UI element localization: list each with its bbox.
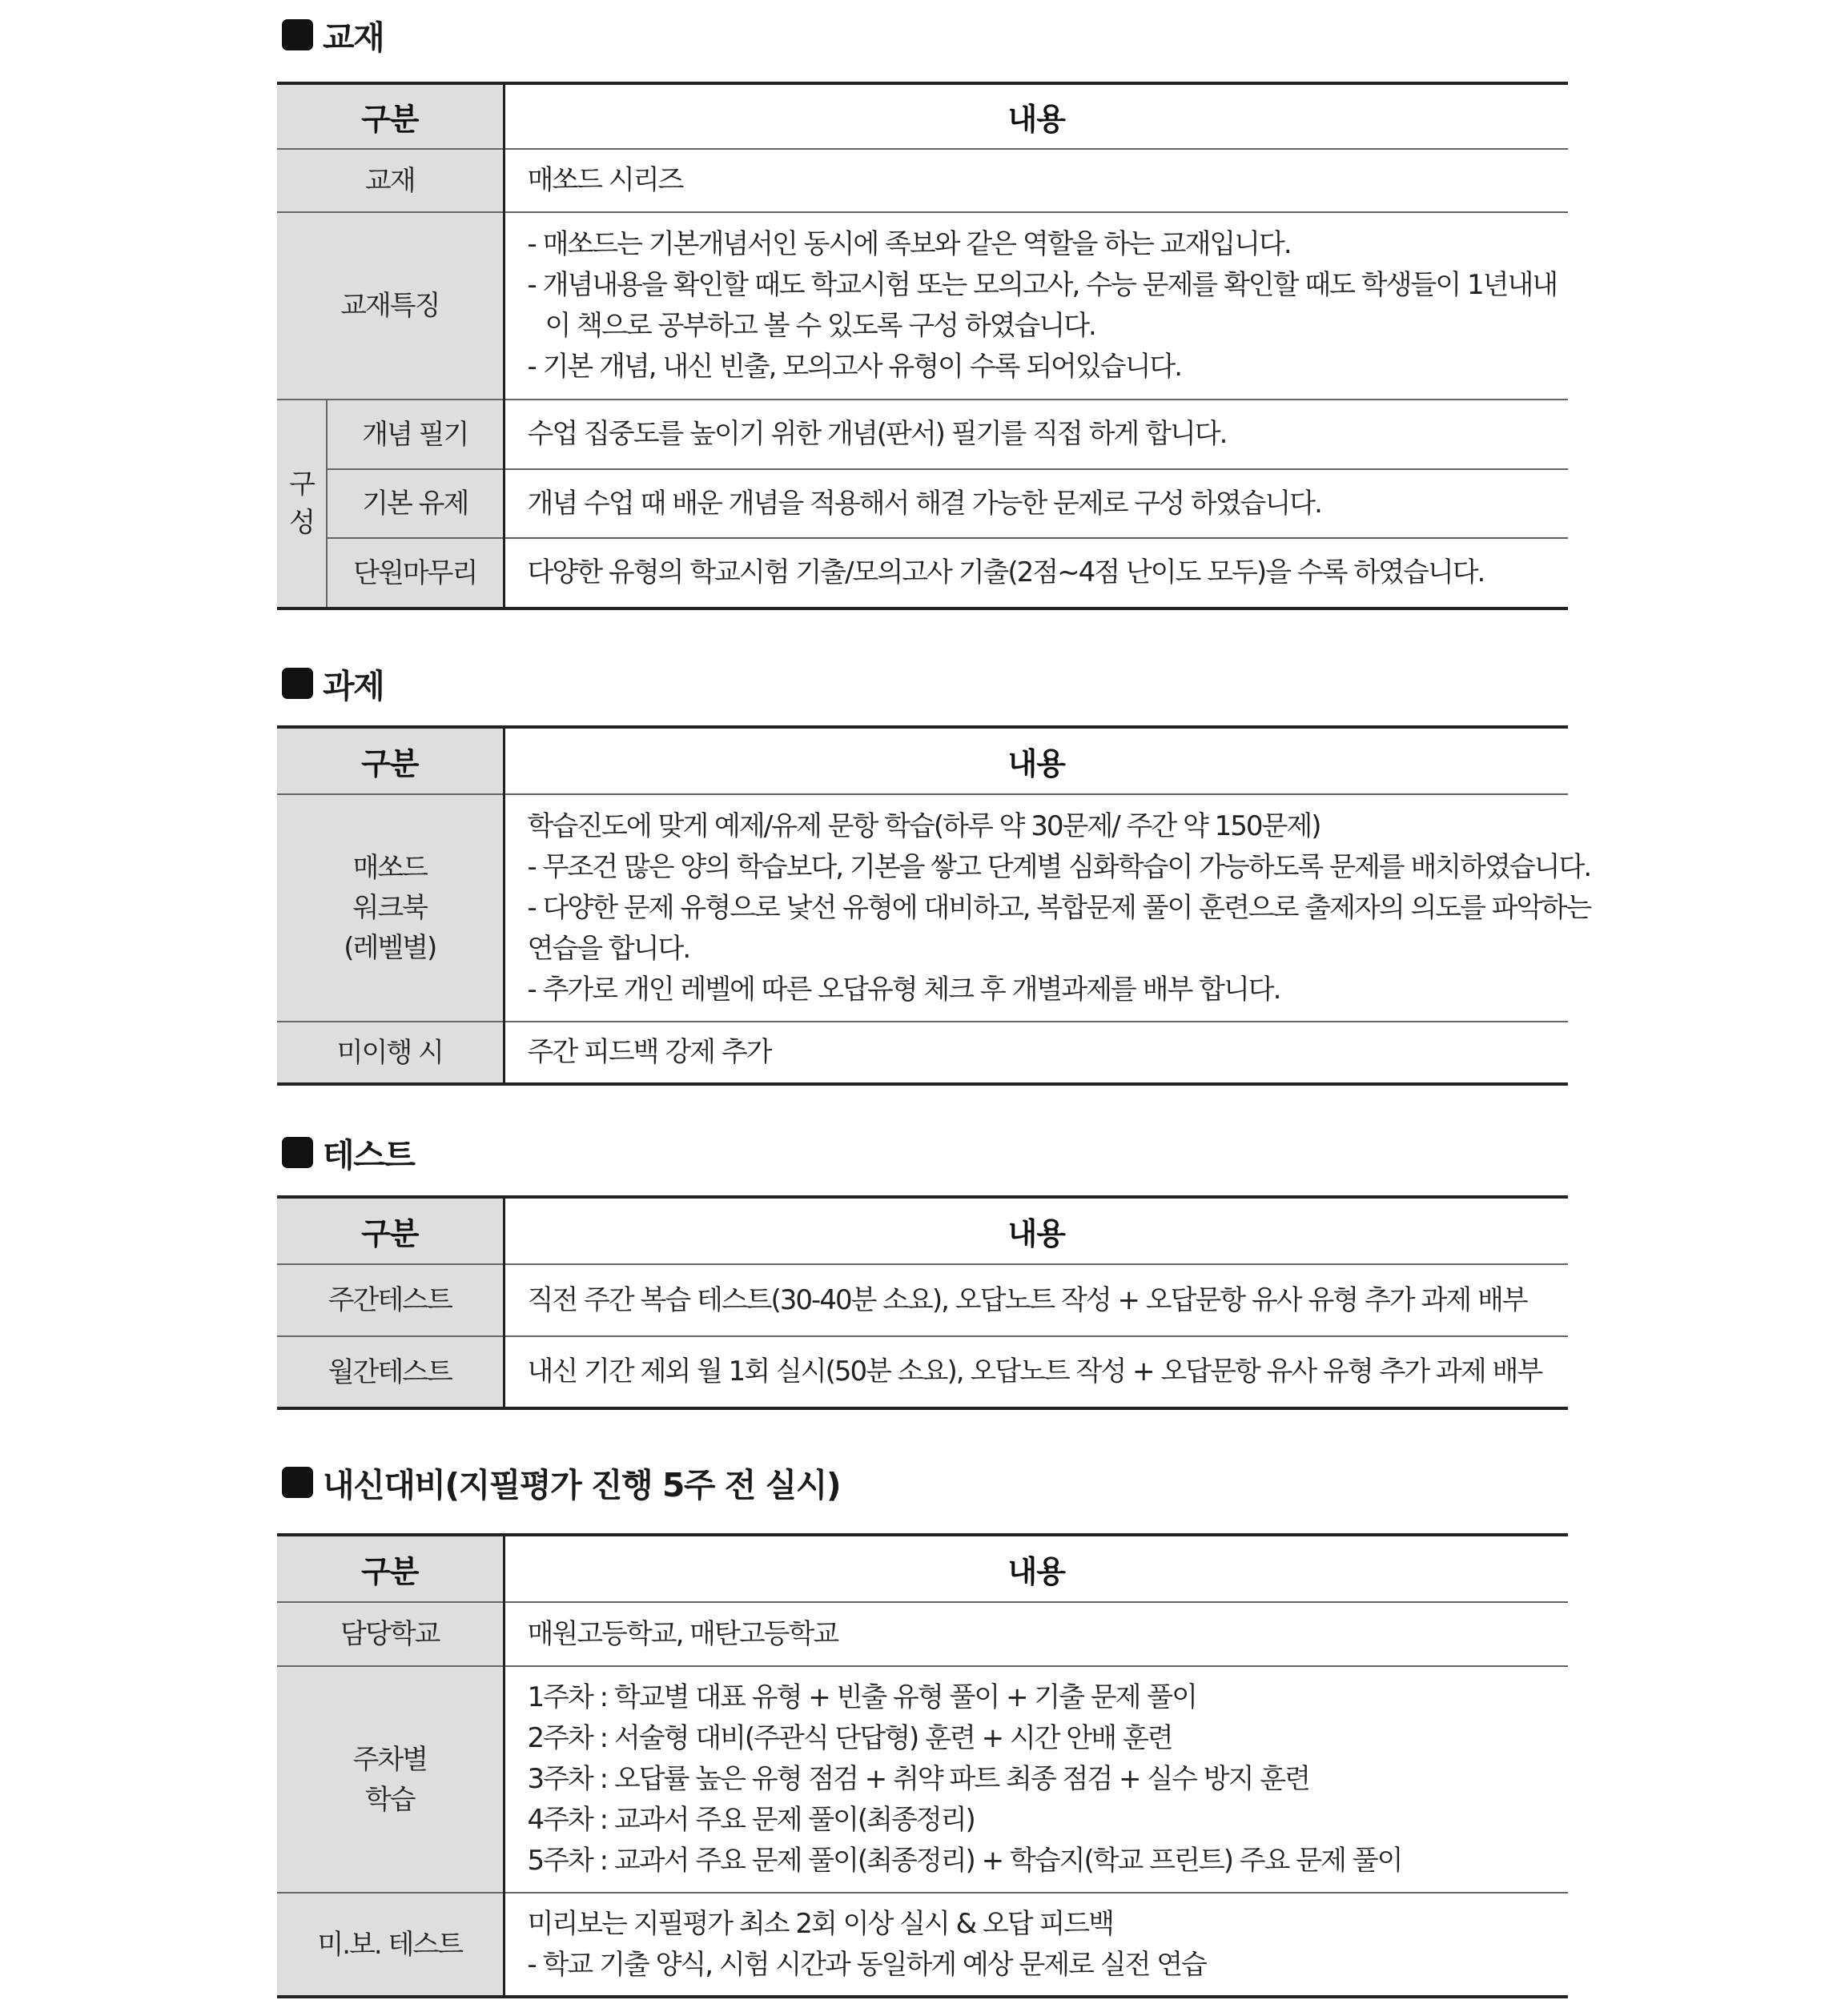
row-label: 담당학교 [277,1602,504,1666]
table-row [277,538,1568,608]
textbook-table [277,82,1568,610]
header-content: 내용 [504,83,1568,149]
row-content [504,212,1568,400]
content-line: 수업 집중도를 높이기 위한 개념(판서) 필기를 직접 하게 합니다. [527,418,1227,450]
row-content [504,1022,1568,1084]
row-label: 미.보. 테스트 [277,1893,504,1997]
row-label: 개념 필기 [327,400,504,469]
square-bullet-icon [282,668,313,699]
row-content [504,1264,1568,1336]
row-content [504,1602,1568,1666]
header-category: 구분 [277,727,504,794]
table-row [277,794,1568,1022]
content-line: 내신 기간 제외 월 1회 실시(50분 소요), 오답노트 작성 + 오답문항 유사 유형 추가 과제 배부 [527,1355,1542,1388]
table-row [277,212,1568,400]
table-row [277,1893,1568,1997]
header-category: 구분 [277,1197,504,1264]
content-line: 미리보는 지필평가 최소 2회 이상 실시 & 오답 피드백 [527,1907,1113,1940]
content-line: 직전 주간 복습 테스트(30-40분 소요), 오답노트 작성 + 오답문항 유사 유형 추가 과제 배부 [527,1283,1527,1316]
square-bullet-icon [282,19,313,50]
row-label: 월간테스트 [277,1336,504,1408]
section-title-exam-prep [282,1459,840,1506]
table-row [277,1666,1568,1893]
content-line: 4주차 : 교과서 주요 문제 풀이(최종정리) [527,1804,975,1836]
table-row [277,400,1568,469]
exam-prep-table [277,1533,1568,1998]
content-line: 이 책으로 공부하고 볼 수 있도록 구성 하였습니다. [545,310,1095,342]
row-content [504,538,1568,608]
section-title-homework [282,660,384,707]
content-line: 학습진도에 맞게 예제/유제 문항 학습(하루 약 30문제/ 주간 약 150문제) [527,809,1320,842]
homework-table [277,725,1591,1086]
content-line: - 무조건 많은 양의 학습보다, 기본을 쌓고 단계별 심화학습이 가능하도록 문제를 배치하였습니다. [527,850,1591,883]
row-label: 단원마무리 [327,538,504,608]
row-content [504,400,1568,469]
content-line: 2주차 : 서술형 대비(주관식 단답형) 훈련 + 시간 안배 훈련 [527,1722,1172,1754]
row-content [504,1666,1568,1893]
content-line: 다양한 유형의 학교시험 기출/모의고사 기출(2점~4점 난이도 모두)을 수록 하였습니다. [527,556,1485,588]
content-line: 개념 수업 때 배운 개념을 적용해서 해결 가능한 문제로 구성 하였습니다. [527,487,1321,520]
row-label: 기본 유제 [327,469,504,538]
row-label: 교재특징 [277,212,504,400]
row-label: 매쏘드 워크북 (레벨별) [277,794,504,1022]
content-line: 1주차 : 학교별 대표 유형 + 빈출 유형 풀이 + 기출 문제 풀이 [527,1681,1196,1713]
row-label: 주차별 학습 [277,1666,504,1893]
row-content [504,149,1568,212]
section-title-text: 교재 [323,18,384,57]
table-row [277,1336,1568,1408]
table-header-row [277,1535,1568,1602]
content-line: - 학교 기출 양식, 시험 시간과 동일하게 예상 문제로 실전 연습 [527,1948,1206,1981]
row-label: 주간테스트 [277,1264,504,1336]
table-header-row [277,1197,1568,1264]
header-category: 구분 [277,83,504,149]
group-label-composition: 구 성 [277,400,327,608]
section-title-text: 테스트 [323,1136,415,1175]
table-row [277,149,1568,212]
content-line: - 개념내용을 확인할 때도 학교시험 또는 모의고사, 수능 문제를 확인할 때도 학생들이 1년내내 [527,269,1558,301]
row-label: 미이행 시 [277,1022,504,1084]
header-content: 내용 [504,1197,1568,1264]
row-content [504,1336,1568,1408]
test-table [277,1195,1568,1410]
table-header-row [277,727,1568,794]
square-bullet-icon [282,1467,313,1498]
content-line: 5주차 : 교과서 주요 문제 풀이(최종정리) + 학습지(학교 프린트) 주요 문제 풀이 [527,1845,1402,1877]
content-line: - 기본 개념, 내신 빈출, 모의고사 유형이 수록 되어있습니다. [527,351,1182,383]
content-line: - 매쏘드는 기본개념서인 동시에 족보와 같은 역할을 하는 교재입니다. [527,228,1291,260]
table-row [277,1602,1568,1666]
row-content [504,794,1591,1022]
section-title-test [282,1129,414,1176]
section-title-textbook [282,11,384,58]
header-content: 내용 [504,727,1568,794]
table-row [277,469,1568,538]
content-line: 주간 피드백 강제 추가 [527,1036,771,1068]
content-line: - 추가로 개인 레벨에 따른 오답유형 체크 후 개별과제를 배부 합니다. [527,973,1280,1006]
header-category: 구분 [277,1535,504,1602]
content-line: - 다양한 문제 유형으로 낯선 유형에 대비하고, 복합문제 풀이 훈련으로 출제자의 의도를 파악하는 [527,891,1591,924]
table-row [277,1264,1568,1336]
content-line: 매쏘드 시리즈 [527,164,683,196]
content-line: 연습을 합니다. [527,932,690,965]
row-content [504,1893,1568,1997]
square-bullet-icon [282,1137,313,1168]
table-header-row [277,83,1568,149]
table-row [277,1022,1568,1084]
row-content [504,469,1568,538]
section-title-text: 내신대비(지필평가 진행 5주 전 실시) [323,1466,841,1504]
row-label: 교재 [277,149,504,212]
content-line: 매원고등학교, 매탄고등학교 [527,1617,838,1650]
header-content: 내용 [504,1535,1568,1602]
content-line: 3주차 : 오답률 높은 유형 점검 + 취약 파트 최종 점검 + 실수 방지 훈련 [527,1763,1309,1795]
section-title-text: 과제 [323,667,384,705]
